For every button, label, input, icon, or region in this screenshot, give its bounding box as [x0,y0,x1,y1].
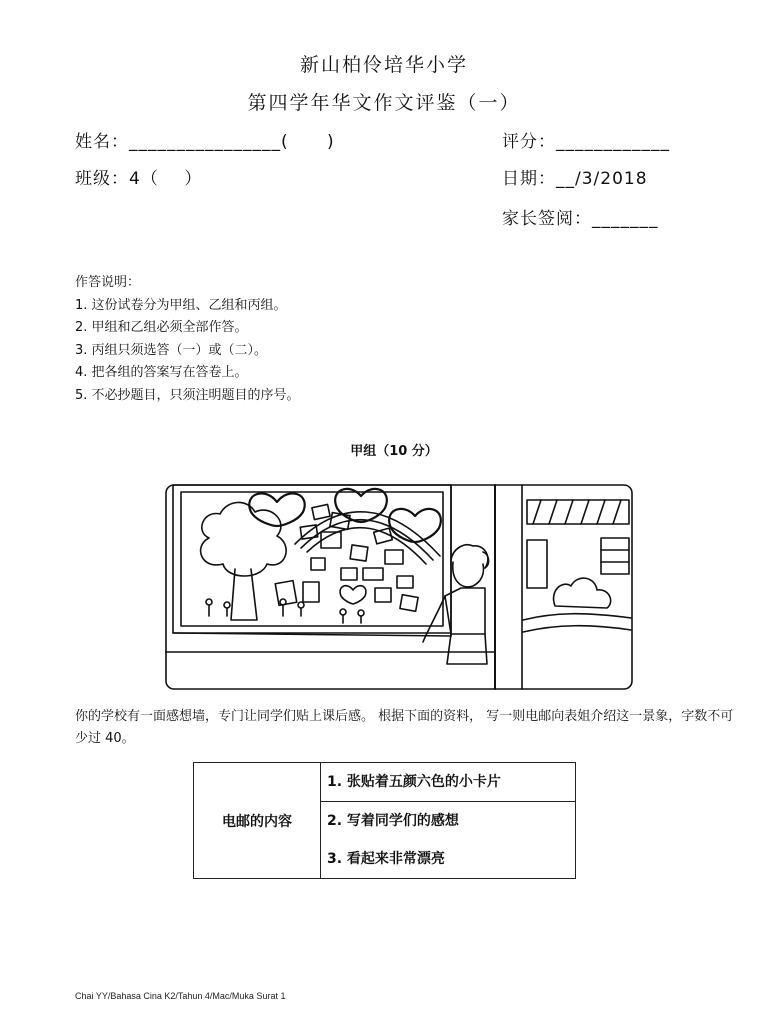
instruction-item: 1. 这份试卷分为甲组、乙组和丙组。 [75,297,287,313]
task-description: 你的学校有一面感想墙，专门让同学们贴上课后感。 根据下面的资料， 写一则电邮向表姐介绍这一景象，字数不可少过 40。 [75,709,734,746]
page-footer: Chai YY/Bahasa Cina K2/Tahun 4/Mac/Muka Surat 1 [75,991,286,1001]
illustration-frame [166,485,632,689]
instruction-item: 5. 不必抄题目，只须注明题目的序号。 [75,387,300,403]
heart-icon [335,489,387,522]
section-title: 甲组（10 分） [350,444,438,459]
instruction-item: 3. 丙组只须选答（一）或（二）。 [75,342,268,358]
instruction-item: 4. 把各组的答案写在答卷上。 [75,365,248,380]
date-field: 日期：__/3/2018 [502,169,648,189]
heart-icon [249,493,304,526]
heart-icon [389,509,441,542]
tree-icon [201,502,287,576]
instructions [75,272,300,407]
content-table-item: 1. 张贴着五颜六色的小卡片 [321,763,576,802]
exam-title: 第四学年华文作文评鉴（一） [247,92,521,114]
content-table-label: 电邮的内容 [194,763,321,879]
instruction-item: 2. 甲组和乙组必须全部作答。 [75,320,248,335]
content-table-item: 3. 看起来非常漂亮 [321,840,576,879]
score-field: 评分：____________ [502,132,670,152]
content-table [193,762,576,879]
parent-signature-field: 家长签阅：_______ [502,209,659,229]
class-field: 班级：4（ ） [75,169,203,189]
illustration [165,484,633,690]
instructions-heading: 作答说明： [75,275,141,290]
flower-icon [206,599,364,623]
name-field: 姓名：________________( ) [75,132,335,152]
school-name: 新山柏伶培华小学 [299,54,468,76]
content-table-item: 2. 写着同学们的感想 [321,802,576,841]
bush-icon [554,578,611,608]
heart-icon [340,586,366,604]
